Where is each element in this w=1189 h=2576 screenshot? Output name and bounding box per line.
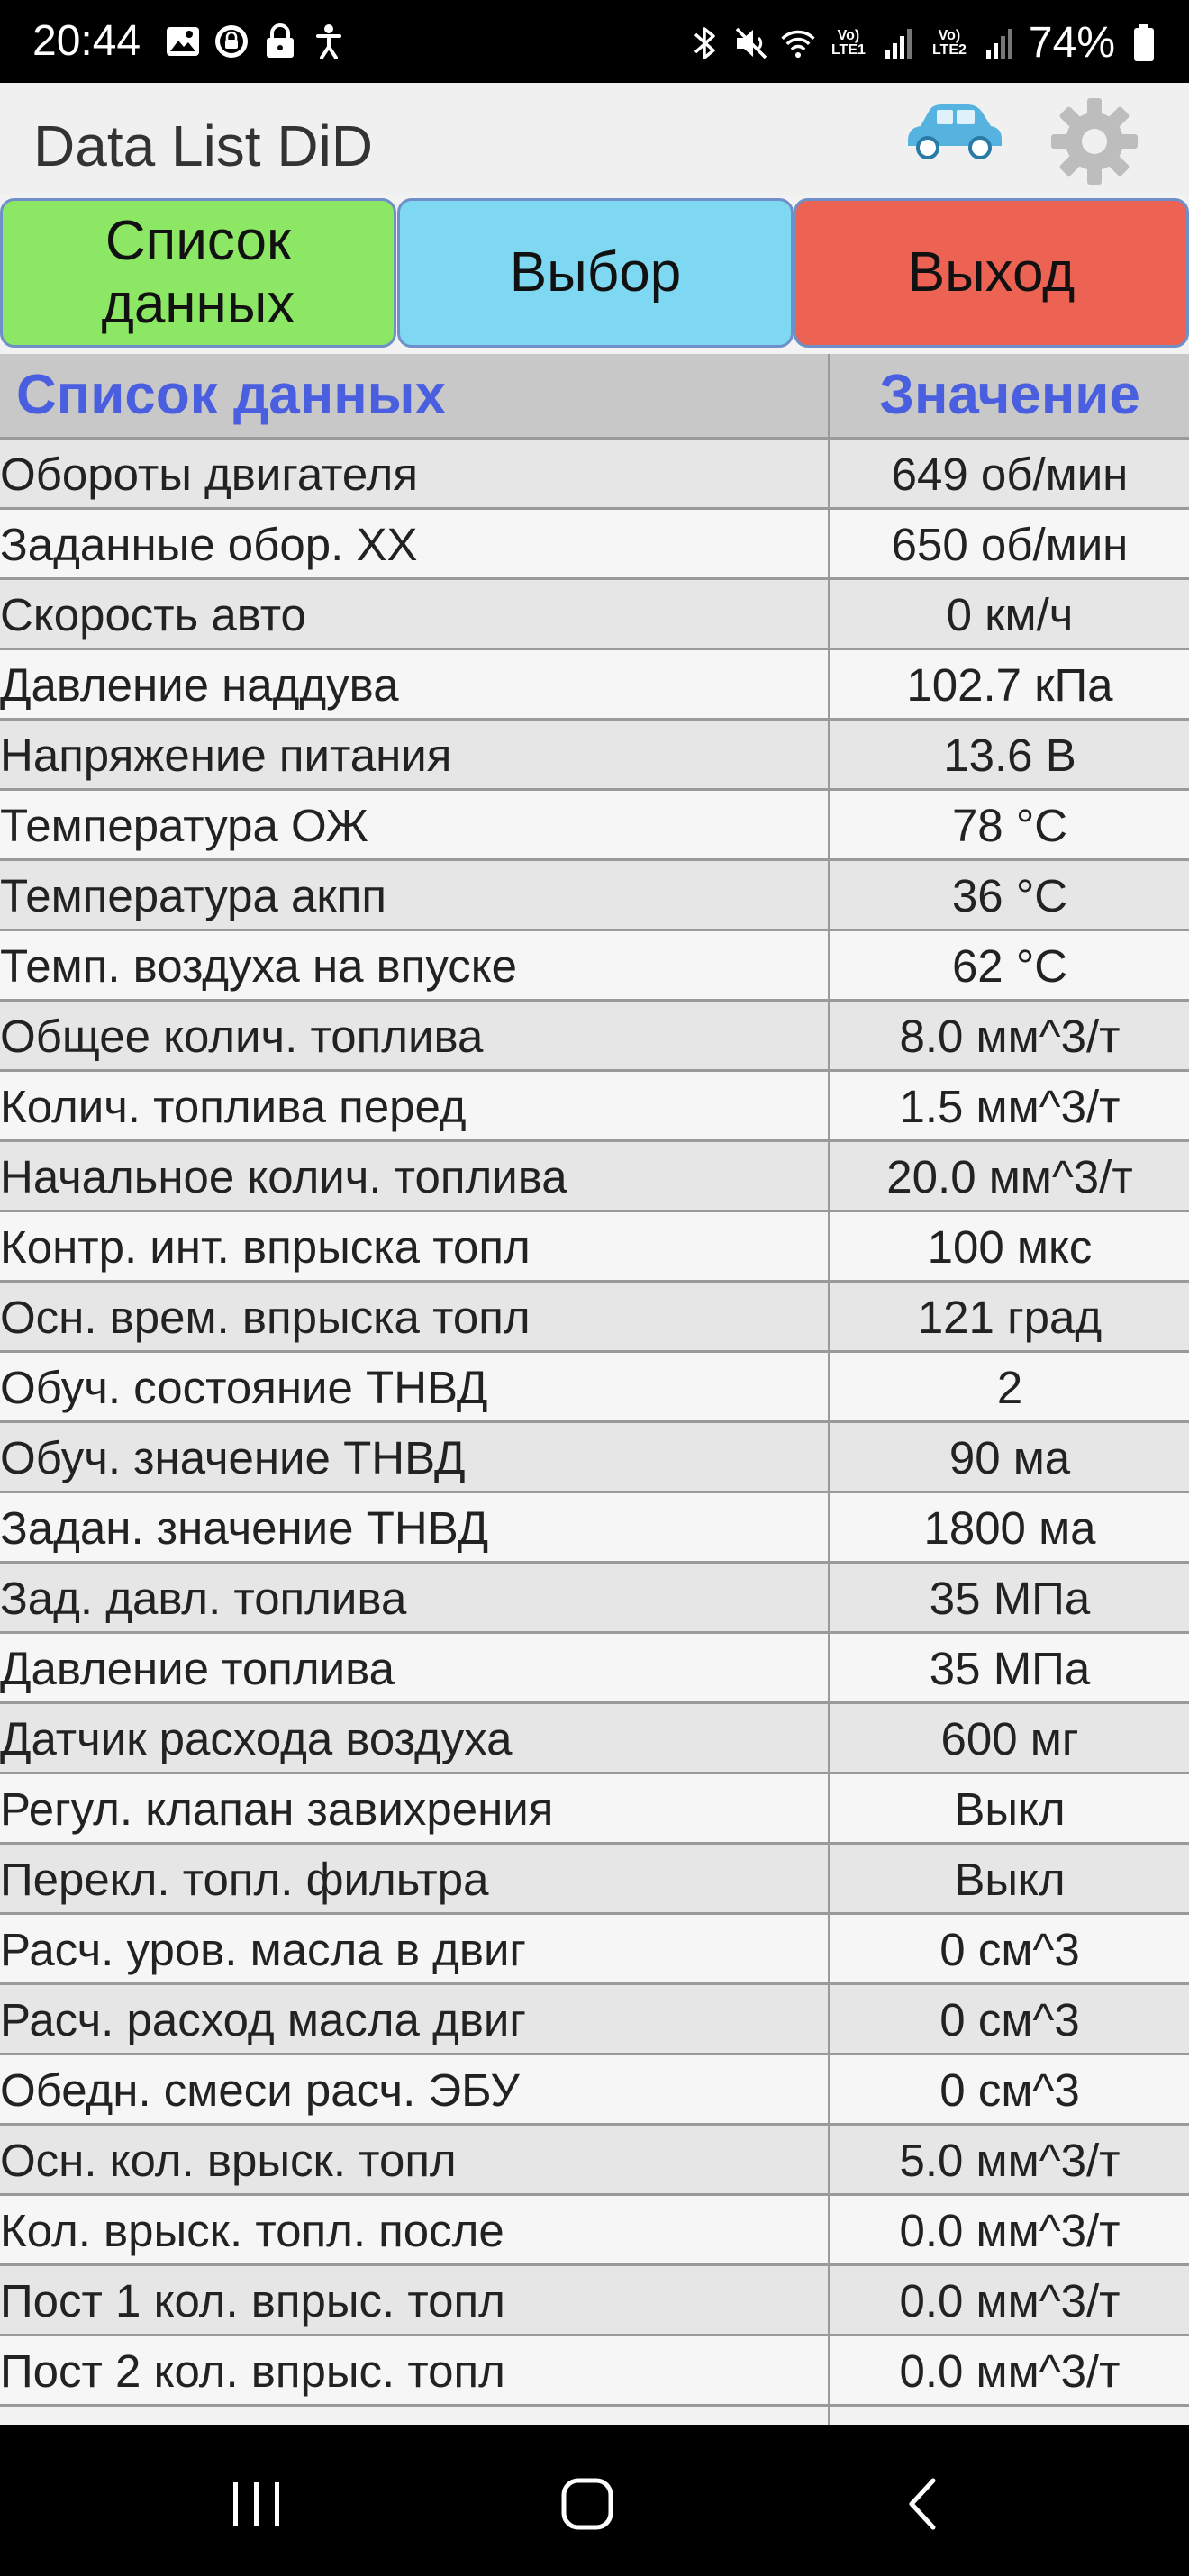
row-parameter-name: Датчик расхода воздуха	[0, 1713, 513, 1764]
bluetooth-icon	[686, 25, 722, 61]
recent-apps-icon[interactable]	[231, 2481, 282, 2532]
accessibility-icon	[311, 23, 347, 59]
row-parameter-value: 0 см^3	[939, 2064, 1080, 2116]
table-row[interactable]	[0, 1423, 1189, 1493]
table-row[interactable]	[0, 440, 1189, 510]
app-bar	[0, 83, 1189, 195]
table-row[interactable]	[0, 1564, 1189, 1634]
row-parameter-name: Осн. кол. врыск. топл	[0, 2135, 457, 2186]
row-parameter-name: Пост 2 кол. впрыс. топл	[0, 2345, 505, 2397]
table-row[interactable]	[0, 510, 1189, 580]
signal-2-icon	[982, 25, 1018, 61]
table-row[interactable]	[0, 1634, 1189, 1704]
row-parameter-value: 8.0 мм^3/т	[899, 1011, 1121, 1062]
table-row[interactable]	[0, 1915, 1189, 1985]
table-row[interactable]	[0, 931, 1189, 1002]
row-parameter-value: 0 км/ч	[946, 589, 1074, 640]
row-parameter-name: Напряжение питания	[0, 730, 452, 781]
table-row[interactable]	[0, 1845, 1189, 1915]
row-parameter-name: Пост 1 кол. впрыс. топл	[0, 2275, 505, 2327]
table-row[interactable]	[0, 1774, 1189, 1845]
row-parameter-name: Скорость авто	[0, 589, 306, 640]
back-icon[interactable]	[904, 2477, 940, 2535]
table-row[interactable]	[0, 580, 1189, 650]
table-row[interactable]	[0, 1072, 1189, 1142]
table-row[interactable]	[0, 1353, 1189, 1423]
row-parameter-value: Выкл	[954, 1783, 1066, 1835]
row-parameter-name: Давление топлива	[0, 1643, 395, 1694]
row-parameter-name: Колич. топлива перед	[0, 1081, 467, 1132]
row-parameter-name: Контр. инт. впрыска топл	[0, 1221, 531, 1273]
table-row[interactable]	[0, 721, 1189, 791]
row-parameter-value: 36 °C	[951, 870, 1068, 921]
select-button[interactable]	[397, 198, 794, 348]
data-list-button-label: Список данных	[101, 210, 295, 335]
table-row[interactable]	[0, 2126, 1189, 2196]
table-row[interactable]	[0, 1002, 1189, 1072]
select-button-label: Выбор	[509, 241, 682, 304]
row-parameter-value: 102.7 кПа	[906, 659, 1113, 711]
row-parameter-name: Обороты двигателя	[0, 449, 418, 500]
vpn-lock-icon	[213, 23, 250, 59]
exit-button[interactable]	[794, 198, 1189, 348]
gallery-icon	[165, 23, 201, 59]
table-row[interactable]	[0, 861, 1189, 931]
row-parameter-value: 100 мкс	[927, 1221, 1093, 1273]
row-parameter-value: 35 МПа	[929, 1643, 1091, 1694]
table-row[interactable]	[0, 1142, 1189, 1212]
row-parameter-name: Регул. клапан завихрения	[0, 1783, 554, 1835]
row-parameter-value: 78 °C	[951, 800, 1068, 851]
row-parameter-value: 0.0 мм^3/т	[899, 2205, 1121, 2256]
row-parameter-name: Зад. давл. топлива	[0, 1573, 407, 1624]
row-parameter-value: 649 об/мин	[891, 449, 1129, 500]
table-row[interactable]	[0, 2336, 1189, 2407]
column-divider	[828, 354, 830, 2426]
row-parameter-name: Общее колич. топлива	[0, 1011, 484, 1062]
row-parameter-name: Температура ОЖ	[0, 800, 368, 851]
table-row[interactable]	[0, 2055, 1189, 2126]
exit-button-label: Выход	[907, 241, 1076, 304]
battery-percent: 74%	[1028, 19, 1115, 67]
row-parameter-name: Кол. врыск. топл. после	[0, 2205, 504, 2256]
status-time: 20:44	[32, 17, 141, 65]
table-row[interactable]	[0, 1212, 1189, 1283]
row-parameter-name: Обедн. смеси расч. ЭБУ	[0, 2064, 520, 2116]
row-parameter-name: Расч. уров. масла в двиг	[0, 1924, 527, 1975]
row-parameter-value: 650 об/мин	[891, 519, 1129, 570]
table-row[interactable]	[0, 1493, 1189, 1564]
row-parameter-name: Температура акпп	[0, 870, 386, 921]
row-parameter-name: Осн. врем. впрыска топл	[0, 1292, 531, 1343]
row-parameter-value: 0.0 мм^3/т	[899, 2275, 1121, 2327]
table-row[interactable]	[0, 1985, 1189, 2055]
lte2-indicator: Vo) LTE2	[931, 28, 967, 58]
row-parameter-name: Перекл. топл. фильтра	[0, 1854, 489, 1905]
table-rows	[0, 440, 1189, 2407]
table-row[interactable]	[0, 650, 1189, 721]
gear-icon[interactable]	[1048, 95, 1141, 193]
row-parameter-value: 2	[996, 1362, 1023, 1413]
row-parameter-value: 0 см^3	[939, 1994, 1080, 2045]
row-parameter-value: 20.0 мм^3/т	[886, 1151, 1133, 1202]
table-row[interactable]	[0, 2266, 1189, 2336]
row-parameter-name: Обуч. значение ТНВД	[0, 1432, 466, 1483]
header-name: Список данных	[16, 364, 447, 426]
header-value: Значение	[879, 364, 1140, 426]
row-parameter-value: 600 мг	[940, 1713, 1079, 1764]
table-row[interactable]	[0, 2196, 1189, 2266]
row-parameter-value: 121 град	[917, 1292, 1103, 1343]
navigation-bar	[0, 2425, 1189, 2576]
row-parameter-name: Заданные обор. ХХ	[0, 519, 418, 570]
car-icon[interactable]	[901, 101, 1005, 167]
data-list-button[interactable]	[0, 198, 396, 348]
row-parameter-value: 13.6 В	[943, 730, 1076, 781]
home-icon[interactable]	[560, 2477, 614, 2535]
row-parameter-value: 1800 ма	[923, 1502, 1096, 1554]
row-parameter-value: 35 МПа	[929, 1573, 1091, 1624]
row-parameter-name: Задан. значение ТНВД	[0, 1502, 489, 1554]
app-title: Data List DiD	[33, 113, 373, 178]
row-parameter-value: 5.0 мм^3/т	[899, 2135, 1121, 2186]
row-parameter-value: 1.5 мм^3/т	[899, 1081, 1121, 1132]
table-row[interactable]	[0, 1283, 1189, 1353]
row-parameter-value: 0 см^3	[939, 1924, 1080, 1975]
table-header	[0, 354, 1189, 440]
lock-icon	[262, 23, 298, 59]
row-parameter-value: 62 °C	[951, 940, 1068, 992]
wifi-icon	[780, 25, 816, 61]
data-table[interactable]	[0, 354, 1189, 2407]
table-row[interactable]	[0, 791, 1189, 861]
row-parameter-name: Давление наддува	[0, 659, 399, 711]
row-parameter-name: Расч. расход масла двиг	[0, 1994, 527, 2045]
lte1-indicator: Vo) LTE1	[830, 28, 866, 58]
row-parameter-value: 90 ма	[948, 1432, 1071, 1483]
row-parameter-name: Начальное колич. топлива	[0, 1151, 567, 1202]
row-parameter-value: Выкл	[954, 1854, 1066, 1905]
row-parameter-value: 0.0 мм^3/т	[899, 2345, 1121, 2397]
signal-1-icon	[881, 25, 917, 61]
row-parameter-name: Темп. воздуха на впуске	[0, 940, 518, 992]
battery-icon	[1126, 25, 1162, 61]
row-parameter-name: Обуч. состояние ТНВД	[0, 1362, 488, 1413]
button-row	[0, 198, 1189, 353]
status-bar	[0, 0, 1189, 83]
table-row[interactable]	[0, 1704, 1189, 1774]
mute-icon	[733, 25, 769, 61]
